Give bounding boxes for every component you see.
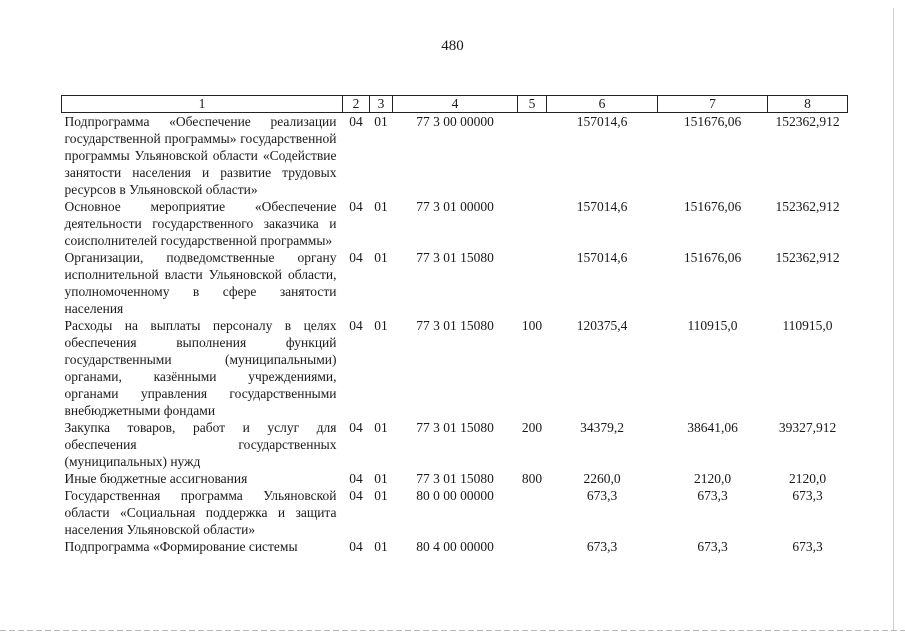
row-target-code: 77 3 01 15080 xyxy=(416,250,494,265)
header-row xyxy=(62,96,848,113)
header-col-2: 2 xyxy=(343,96,370,113)
table-header xyxy=(62,96,848,113)
row-target-code: 77 3 01 00000 xyxy=(416,199,494,214)
table-body xyxy=(62,113,848,556)
row-subsection: 01 xyxy=(374,471,388,486)
row-target-code: 80 0 00 00000 xyxy=(416,488,494,503)
table-row xyxy=(62,113,848,199)
table-row xyxy=(62,317,848,419)
header-col-8: 8 xyxy=(768,96,848,113)
row-section: 04 xyxy=(349,318,363,333)
row-target-code: 77 3 01 15080 xyxy=(416,471,494,486)
row-name: Организации, подведомственные органу исполнительной власти Ульяновской области, уполномоченному в сфере занятости населения xyxy=(64,250,337,316)
row-amount-3: 152362,912 xyxy=(775,199,840,214)
row-name: Иные бюджетные ассигнования xyxy=(64,471,248,486)
row-amount-1: 157014,6 xyxy=(576,199,628,214)
row-expense-type: 800 xyxy=(521,471,543,486)
row-expense-type: 200 xyxy=(521,420,543,435)
row-subsection: 01 xyxy=(374,488,388,503)
row-amount-3: 673,3 xyxy=(792,488,823,503)
row-amount-2: 151676,06 xyxy=(683,199,742,214)
row-name: Закупка товаров, работ и услуг для обеспечения государственных (муниципальных) нужд xyxy=(64,420,337,469)
row-section: 04 xyxy=(349,250,363,265)
table-row xyxy=(62,419,848,470)
row-amount-3: 152362,912 xyxy=(775,250,840,265)
row-subsection: 01 xyxy=(374,199,388,214)
row-target-code: 77 3 00 00000 xyxy=(416,114,494,129)
page-number: 480 xyxy=(441,38,464,54)
row-amount-3: 110915,0 xyxy=(782,318,833,333)
row-target-code: 77 3 01 15080 xyxy=(416,318,494,333)
row-amount-2: 151676,06 xyxy=(683,114,742,129)
row-target-code: 77 3 01 15080 xyxy=(416,420,494,435)
row-name: Основное мероприятие «Обеспечение деятельности государственного заказчика и соисполнителей государственной программы» xyxy=(64,199,337,248)
table-row xyxy=(62,470,848,487)
row-expense-type xyxy=(518,198,547,249)
row-amount-3: 2120,0 xyxy=(788,471,827,486)
scan-edge-bottom xyxy=(0,630,905,631)
table-row xyxy=(62,538,848,555)
row-amount-2: 673,3 xyxy=(697,488,728,503)
row-amount-1: 157014,6 xyxy=(576,114,628,129)
header-col-3: 3 xyxy=(370,96,393,113)
row-section: 04 xyxy=(349,539,363,554)
row-amount-1: 120375,4 xyxy=(576,318,628,333)
row-subsection: 01 xyxy=(374,250,388,265)
row-expense-type xyxy=(518,249,547,317)
row-name: Государственная программа Ульяновской области «Социальная поддержка и защита населения Ульяновской области» xyxy=(64,488,337,537)
row-amount-1: 2260,0 xyxy=(583,471,621,486)
header-col-1: 1 xyxy=(62,96,343,113)
table-row xyxy=(62,487,848,538)
header-col-7: 7 xyxy=(658,96,768,113)
table-row xyxy=(62,249,848,317)
row-amount-2: 110915,0 xyxy=(687,318,738,333)
row-amount-1: 157014,6 xyxy=(576,250,628,265)
row-subsection: 01 xyxy=(374,539,388,554)
row-expense-type: 100 xyxy=(521,318,543,333)
row-name: Расходы на выплаты персоналу в целях обеспечения выполнения функций государственными (муниципальными) органами, казёнными учреждениями, органами управления государственными внебюджетными фондами xyxy=(64,318,337,418)
row-amount-2: 2120,0 xyxy=(693,471,732,486)
row-amount-1: 673,3 xyxy=(586,539,618,554)
row-name: Подпрограмма «Обеспечение реализации государственной программы» государственной программы Ульяновской области «Содействие занятости населения и развитие трудовых ресурсов в Ульяновской области» xyxy=(64,114,337,197)
row-subsection: 01 xyxy=(374,318,388,333)
row-name: Подпрограмма «Формирование системы xyxy=(64,539,298,554)
row-expense-type xyxy=(518,538,547,555)
row-expense-type xyxy=(518,487,547,538)
row-amount-1: 673,3 xyxy=(586,488,618,503)
row-section: 04 xyxy=(349,488,363,503)
row-section: 04 xyxy=(349,114,363,129)
row-amount-3: 39327,912 xyxy=(778,420,837,435)
row-subsection: 01 xyxy=(374,114,388,129)
row-subsection: 01 xyxy=(374,420,388,435)
table-row xyxy=(62,198,848,249)
row-amount-2: 151676,06 xyxy=(683,250,742,265)
row-amount-1: 34379,2 xyxy=(580,420,624,435)
row-expense-type xyxy=(518,113,547,199)
row-section: 04 xyxy=(349,199,363,214)
header-col-6: 6 xyxy=(547,96,658,113)
row-amount-3: 152362,912 xyxy=(775,114,840,129)
row-section: 04 xyxy=(349,420,363,435)
row-amount-2: 38641,06 xyxy=(687,420,738,435)
scan-edge-right xyxy=(893,8,894,630)
budget-table xyxy=(61,95,848,555)
header-col-4: 4 xyxy=(393,96,518,113)
row-section: 04 xyxy=(349,471,363,486)
row-amount-3: 673,3 xyxy=(792,539,823,554)
row-amount-2: 673,3 xyxy=(697,539,728,554)
header-col-5: 5 xyxy=(518,96,547,113)
row-target-code: 80 4 00 00000 xyxy=(416,539,494,554)
